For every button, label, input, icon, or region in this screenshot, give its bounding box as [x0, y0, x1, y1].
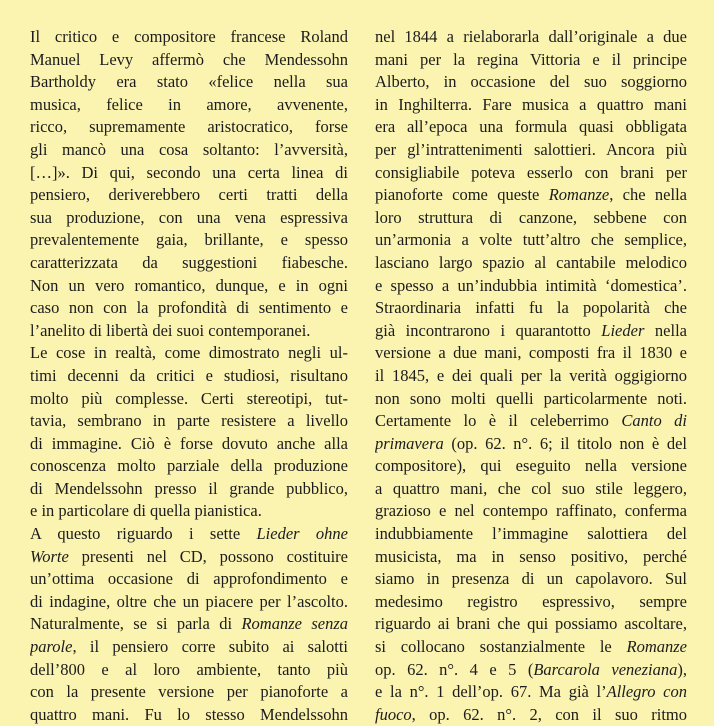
text-line: caso non con la profondità di sentimento e — [30, 298, 348, 318]
text-line: […]». Di qui, secondo una certa linea di — [30, 162, 348, 182]
text-line: Il critico e compositore francese Roland — [30, 27, 348, 46]
text-line: si collocano sostanzialmente le Romanze — [375, 637, 687, 657]
text-line: nel 1844 a rielaborarla dall’originale a due — [375, 27, 687, 46]
text-line: op. 62. n°. 4 e 5 (Barcarola veneziana), — [375, 659, 687, 679]
text-line: e spesso a un’indubbia intimità ‘domestica’. — [375, 275, 687, 295]
text-line: per gl’intrattenimenti salottieri. Ancora più — [375, 139, 687, 159]
text-line: conoscenza molto parziale della produzione — [30, 456, 348, 476]
text-line: Manuel Levy affermò che Mendessohn — [30, 49, 348, 69]
text-line: a quattro mani, che col suo stile leggero, — [375, 478, 687, 498]
text-line: medesimo registro espressivo, sempre — [375, 591, 687, 611]
text-line: pensiero, deriverebbero certi tratti della — [30, 185, 348, 205]
text-line: lasciano largo spazio al cantabile melodico — [375, 252, 687, 272]
text-line: di immagine. Ciò è forse dovuto anche alla — [30, 433, 348, 453]
text-line: già incontrarono i quarantotto Lieder nella — [375, 320, 687, 340]
text-line: loro struttura di canzone, sebbene con — [375, 207, 687, 227]
text-line: e la n°. 1 dell’op. 67. Ma già l’Allegro con — [375, 682, 687, 702]
text-line: un’ottima occasione di approfondimento e — [30, 569, 348, 589]
left-text-column — [30, 26, 348, 726]
text-line: siamo in presenza di un capolavoro. Sul — [375, 569, 687, 589]
text-line: ricco, supremamente aristocratico, forse — [30, 117, 348, 137]
text-line: grazioso e nel contempo raffinato, conferma — [375, 501, 687, 521]
text-line: timi decenni da critici e studiosi, risultano — [30, 365, 348, 385]
text-line: sua produzione, con una vena espressiva — [30, 207, 348, 227]
text-line: di indagine, oltre che un piacere per l’ascolto. — [30, 591, 348, 611]
text-line: un’armonia a volte tutt’altro che semplice, — [375, 230, 687, 250]
text-line: Certamente lo è il celeberrimo Canto di — [375, 411, 687, 431]
text-line: consigliabile poteva esserlo con brani per — [375, 162, 687, 182]
text-line: e in particolare di quella pianistica. — [30, 501, 262, 521]
text-line: di Mendelssohn presso il grande pubblico, — [30, 478, 348, 498]
text-line: il 1845, e dei quali per la verità oggigiorno — [375, 365, 687, 385]
text-line: indubbiamente l’immagine salottiera del — [375, 524, 687, 544]
text-line: Bartholdy era stato «felice nella sua — [30, 72, 348, 92]
text-line: compositore), qui eseguito nella versione — [375, 456, 687, 476]
text-line: pianoforte come queste Romanze, che nella — [375, 185, 687, 205]
text-line: dell’800 e al loro ambiente, tanto più — [30, 659, 348, 679]
text-line: in Inghilterra. Fare musica a quattro mani — [375, 94, 687, 114]
text-line: versione a due mani, composti fra il 1830 e — [375, 343, 687, 363]
text-line: molto più complesse. Certi stereotipi, tut- — [30, 388, 348, 408]
right-text-column — [375, 26, 687, 726]
text-line: quattro mani. Fu lo stesso Mendelssohn — [30, 704, 348, 724]
text-line: riguardo ai brani che qui possiamo ascoltare, — [375, 614, 687, 634]
text-line: era all’epoca una formula quasi obbligata — [375, 117, 687, 137]
text-line: mani per la regina Vittoria e il principe — [375, 49, 687, 69]
text-line: fuoco, op. 62. n°. 2, con il suo ritmo — [375, 704, 687, 724]
text-line: Alberto, in occasione del suo soggiorno — [375, 72, 687, 92]
text-line: prevalentemente gaia, brillante, e spesso — [30, 230, 348, 250]
text-line: con la presente versione per pianoforte a — [30, 682, 348, 702]
text-line: musica, felice in amore, avvenente, — [30, 94, 348, 114]
text-line: Straordinaria infatti fu la popolarità che — [375, 298, 687, 318]
text-line: caratterizzata da suggestioni fiabesche. — [30, 252, 348, 272]
text-line: Non un vero romantico, dunque, e in ogni — [30, 275, 348, 295]
text-line: non sono molti quelli particolarmente noti. — [375, 388, 687, 408]
text-line: A questo riguardo i sette Lieder ohne — [30, 524, 348, 544]
text-line: musicista, ma in senso positivo, perché — [375, 546, 687, 566]
text-line: tavia, sembrano in parte resistere a livello — [30, 411, 348, 431]
text-line: parole, il pensiero corre subito ai salotti — [30, 637, 348, 657]
text-line: gli mancò una cosa soltanto: l’avversità, — [30, 139, 348, 159]
text-line: primavera (op. 62. n°. 6; il titolo non è del — [375, 433, 687, 453]
text-line: Naturalmente, se si parla di Romanze senza — [30, 614, 348, 634]
text-line: l’anelito di libertà dei suoi contemporanei. — [30, 320, 311, 340]
text-line: Worte presenti nel CD, possono costituire — [30, 546, 348, 566]
text-line: Le cose in realtà, come dimostrato negli ul- — [30, 343, 348, 363]
